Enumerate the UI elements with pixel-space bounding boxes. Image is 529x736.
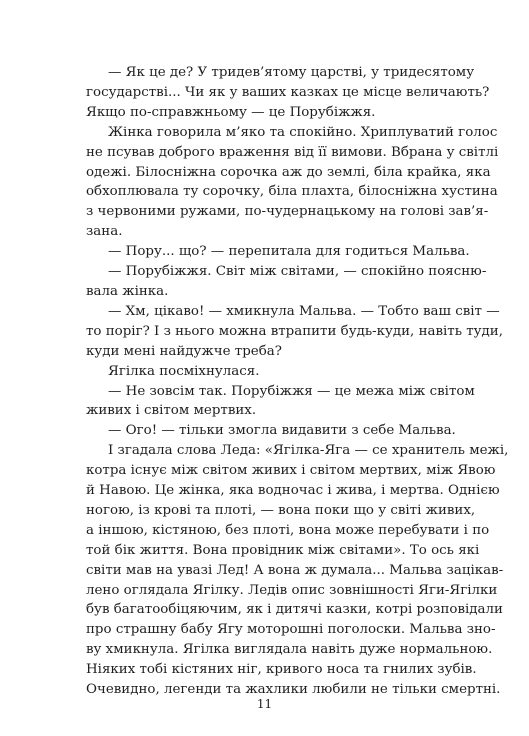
paragraph <box>86 362 456 382</box>
text-line: — Ого! — тільки змогла видавити з себе Мальва. <box>108 423 456 439</box>
text-line: про страшну бабу Ягу моторошні поголоски. Мальва зно- <box>86 622 496 638</box>
paragraph <box>86 441 509 700</box>
text-line: не псував доброго враження від її вимови. Вбрана у світлі <box>86 144 499 160</box>
text-line: світи мав на увазі Лед! А вона ж думала... Мальва зацікав- <box>86 562 504 578</box>
text-line: був багатообіцяючим, як і дитячі казки, котрі розповідали <box>86 602 503 618</box>
paragraph <box>86 262 487 302</box>
text-line: лено оглядала Ягілку. Ледів опис зовнішності Яги-Ягілки <box>86 582 498 598</box>
text-line: вала жінка. <box>86 283 169 299</box>
text-line: Очевидно, легенди та жахлики любили не тільки смертні. <box>86 682 501 698</box>
text-line: — Пору... що? — перепитала для годиться Мальва. <box>108 244 470 260</box>
text-line: Ягілка посміхнулася. <box>108 363 260 379</box>
text-line: государстві... Чи як у ваших казках це місце величають? <box>86 84 490 100</box>
text-line: — Хм, цікаво! — хмикнула Мальва. — Тобто ваш світ — <box>108 303 500 319</box>
text-line: ву хмикнула. Ягілка виглядала навіть дуже нормальною. <box>86 642 493 658</box>
text-line: зана. <box>86 224 123 240</box>
text-line: куди мені найдужче треба? <box>86 343 282 359</box>
text-line: з червоними ружами, по-чудернацькому на голові зав’я- <box>86 204 489 220</box>
text-line: живих і світом мертвих. <box>86 403 257 419</box>
text-line: той бік життя. Вона провідник між світами». То ось які <box>86 542 480 558</box>
text-line: то поріг? І з нього можна втрапити будь-куди, навіть туди, <box>86 323 503 339</box>
paragraph <box>86 421 456 441</box>
text-line: Жінка говорила м’яко та спокійно. Хриплуватий голос <box>108 124 498 140</box>
paragraph <box>86 242 470 262</box>
paragraph <box>86 382 475 422</box>
text-line: І згадала слова Леда: «Ягілка-Яга — се хранитель межі, <box>108 443 509 459</box>
paragraph <box>86 302 503 362</box>
text-line: — Порубіжжя. Світ між світами, — спокійно поясню- <box>108 264 487 280</box>
text-line: одежі. Білосніжна сорочка аж до землі, біла крайка, яка <box>86 164 491 180</box>
text-line: обхоплювала ту сорочку, біла плахта, білосніжна хустина <box>86 184 498 200</box>
text-line: — Не зовсім так. Порубіжжя — це межа між світом <box>108 383 475 399</box>
paragraph <box>86 63 490 123</box>
text-line: котра існує між світом живих і світом мертвих, між Явою <box>86 463 496 479</box>
text-line: ногою, із крові та плоті, — вона поки що у світі живих, <box>86 502 476 518</box>
text-line: Якщо по-справжньому — це Порубіжжя. <box>86 104 376 120</box>
text-line: й Навою. Це жінка, яка водночас і жива, і мертва. Однією <box>86 483 500 499</box>
paragraph <box>86 123 499 242</box>
text-line: Ніяких тобі кістяних ніг, кривого носа та гнилих зубів. <box>86 662 477 678</box>
text-line: а іншою, кістяною, без плоті, вона може перебувати і по <box>86 522 490 538</box>
body-text <box>86 63 509 700</box>
page-number: 11 <box>256 697 273 711</box>
text-line: — Як це де? У тридев’ятому царстві, у тридесятому <box>108 65 475 80</box>
